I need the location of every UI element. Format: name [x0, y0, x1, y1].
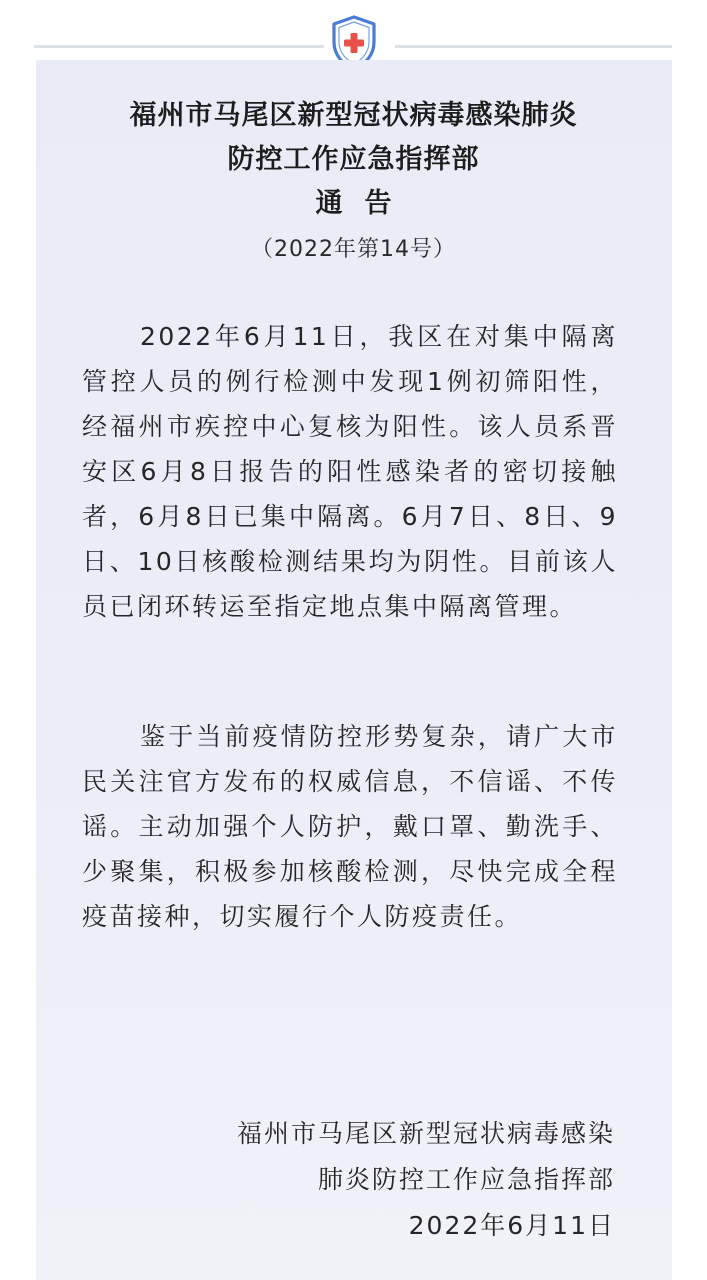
signature-date: 2022年6月11日 — [408, 1211, 615, 1240]
title-line-2: 防控工作应急指挥部 — [227, 144, 480, 175]
header-divider-left — [34, 45, 324, 48]
header-divider-right — [395, 45, 672, 48]
body-paragraph-2: 鉴于当前疫情防控形势复杂，请广大市民关注官方发布的权威信息，不信谣、不传谣。主动加强个人防护，戴口罩、勤洗手、少聚集，积极参加核酸检测，尽快完成全程疫苗接种，切实履行个人防疫责任。 — [82, 722, 618, 931]
document-number: （2022年第14号） — [251, 237, 456, 262]
signature-org-line-2: 肺炎防控工作应急指挥部 — [317, 1165, 615, 1194]
title-notice: 通告 — [315, 188, 414, 219]
signature-org-line-1: 福州市马尾区新型冠状病毒感染 — [236, 1119, 615, 1148]
title-line-1: 福州市马尾区新型冠状病毒感染肺炎 — [129, 100, 578, 131]
body-paragraph-1: 2022年6月11日，我区在对集中隔离管控人员的例行检测中发现1例初筛阳性，经福州市疾控中心复核为阳性。该人员系晋安区6月8日报告的阳性感染者的密切接触者，6月8日已集中隔离。6月7日、8日、9日、10日核酸检测结果均为阴性。目前该人员已闭环转运至指定地点集中隔离管理。 — [82, 322, 618, 621]
